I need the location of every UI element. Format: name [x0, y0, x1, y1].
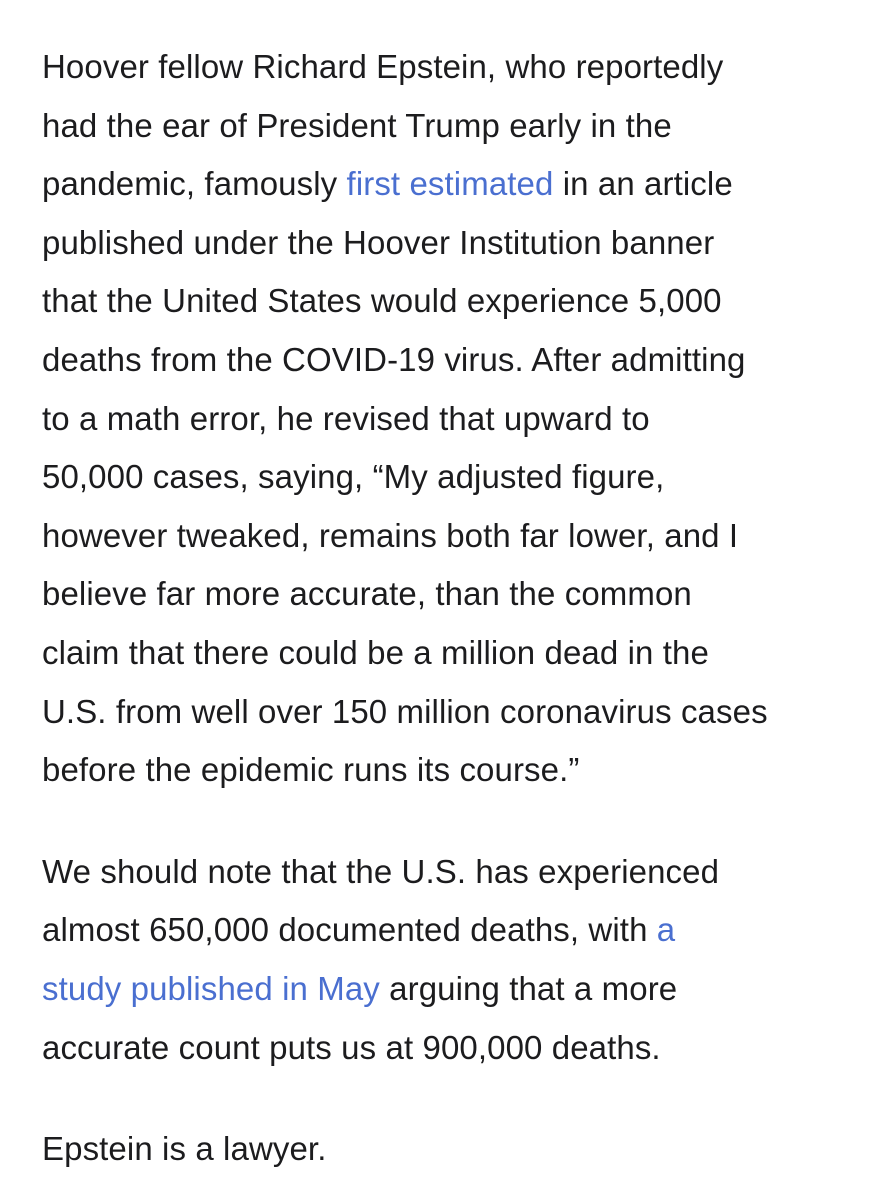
text-line — [42, 448, 852, 507]
study-published-link[interactable]: a — [656, 911, 676, 949]
text-line — [42, 843, 852, 902]
text-line — [42, 214, 852, 273]
first-estimated-link[interactable]: first estimated — [346, 165, 554, 203]
text-run: Epstein is a lawyer. — [42, 1130, 327, 1168]
text-line — [42, 901, 852, 960]
text-line — [42, 38, 852, 97]
text-run: in an article — [553, 165, 733, 203]
text-run: believe far more accurate, than the common — [42, 575, 692, 613]
text-run: Hoover fellow Richard Epstein, who reportedly — [42, 48, 724, 85]
text-run: claim that there could be a million dead in the — [42, 633, 709, 671]
text-run: deaths from the COVID-19 virus. After admitting — [42, 340, 746, 378]
paragraph-epstein-lawyer — [42, 1120, 852, 1179]
text-run: that the United States would experience 5,000 — [42, 282, 722, 320]
text-run: almost 650,000 documented deaths, with — [42, 911, 657, 949]
text-line — [42, 960, 852, 1019]
text-line — [42, 1120, 852, 1179]
text-run: however tweaked, remains both far lower, and I — [42, 516, 739, 554]
text-line — [42, 1019, 852, 1078]
text-line — [42, 624, 852, 683]
text-line — [42, 155, 852, 214]
text-line — [42, 390, 852, 449]
text-run: had the ear of President Trump early in the — [42, 106, 672, 144]
text-run: published under the Hoover Institution banner — [42, 223, 715, 261]
text-line — [42, 97, 852, 156]
text-line — [42, 683, 852, 742]
paragraph-epstein-estimate — [42, 38, 852, 800]
text-line — [42, 507, 852, 566]
text-line — [42, 565, 852, 624]
text-run: We should note that the U.S. has experienced — [42, 852, 720, 890]
text-line — [42, 741, 852, 800]
paragraph-documented-deaths — [42, 843, 852, 1077]
text-run: accurate count puts us at 900,000 deaths. — [42, 1028, 661, 1066]
article-body — [42, 38, 852, 1179]
text-run: arguing that a more — [379, 969, 678, 1007]
text-run: U.S. from well over 150 million coronavirus cases — [42, 692, 768, 730]
text-line — [42, 272, 852, 331]
text-run: 50,000 cases, saying, “My adjusted figure, — [42, 458, 665, 496]
text-run: pandemic, famously — [42, 165, 347, 203]
text-line — [42, 331, 852, 390]
text-run: before the epidemic runs its course.” — [42, 751, 580, 789]
study-published-link-continued[interactable]: study published in May — [42, 969, 380, 1007]
text-run: to a math error, he revised that upward to — [42, 399, 650, 437]
